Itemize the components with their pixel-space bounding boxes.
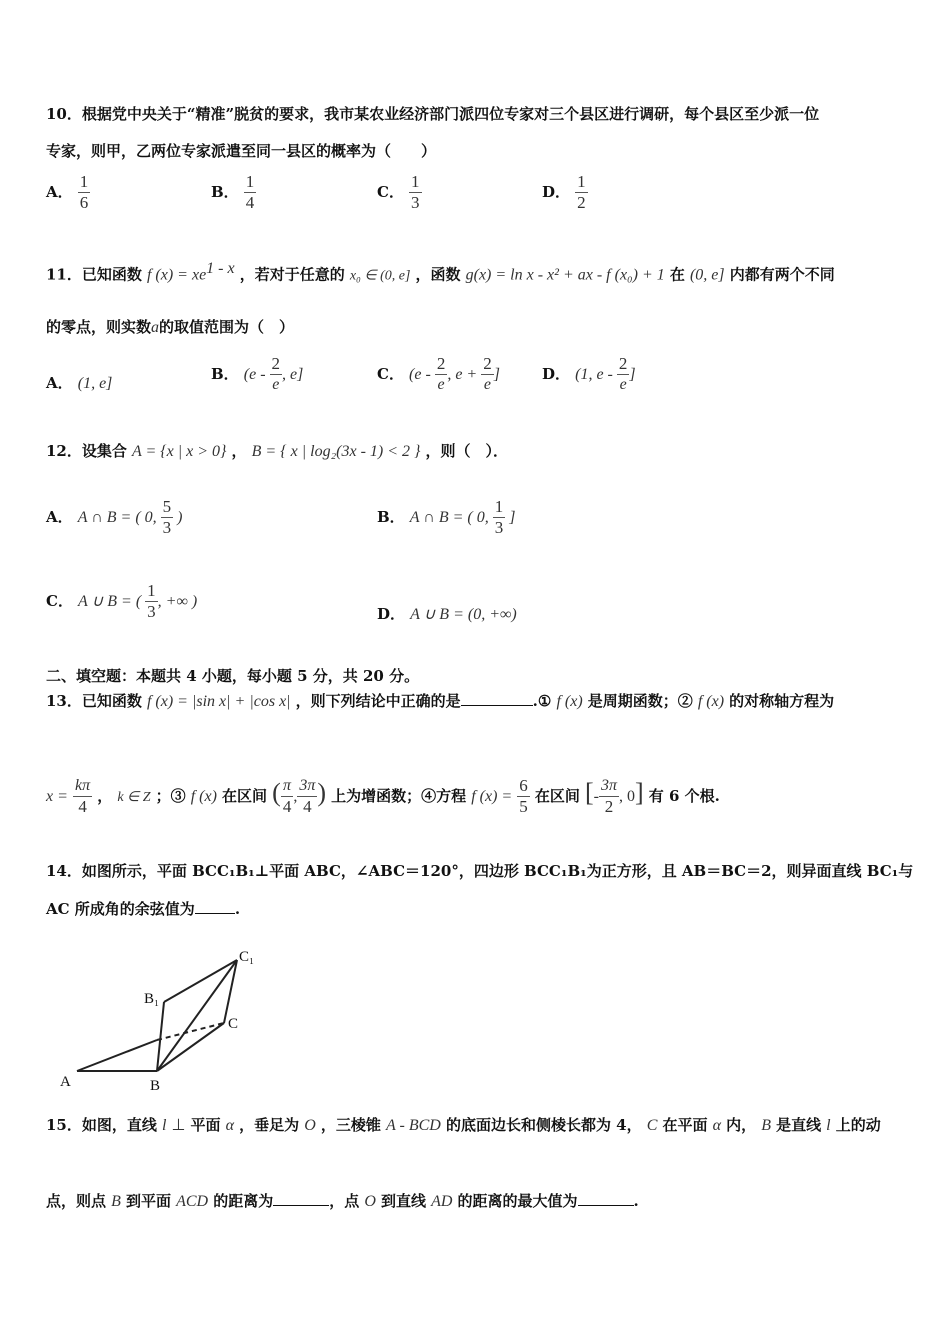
q11-option-d <box>542 354 636 395</box>
fraction <box>270 354 283 395</box>
q15-math: l <box>161 1117 167 1134</box>
denominator: e <box>483 376 492 393</box>
edge-ac-solid <box>77 1040 157 1071</box>
q15-lead: 15．如图，直线 <box>46 1116 157 1134</box>
section-heading: 二、填空题：本题共 4 小题，每小题 5 分，共 20 分。 <box>46 667 420 685</box>
q15-text: ，三棱锥 <box>320 1116 381 1134</box>
denominator: 4 <box>78 797 87 816</box>
q15-text: ，垂足为 <box>239 1116 300 1134</box>
denominator: 4 <box>245 193 255 212</box>
q14-text: AC 所成角的余弦值为 <box>46 900 195 918</box>
q15-text: 平面 <box>190 1116 221 1134</box>
numerator: 1 <box>494 497 504 516</box>
option-label: B． <box>211 183 239 201</box>
q15-text: 点，则点 <box>46 1192 107 1210</box>
q15-text: 在平面 <box>662 1116 708 1134</box>
q11-text: 的取值范围为（ ） <box>159 318 295 336</box>
q11-line2 <box>46 316 294 337</box>
edge-bc <box>157 1023 224 1071</box>
denominator: 2 <box>577 193 586 212</box>
option-label: C． <box>377 365 404 383</box>
q15-text: 到直线 <box>380 1192 426 1210</box>
denominator: 3 <box>411 193 420 212</box>
option-math: A ∪ B = ( <box>78 593 146 610</box>
numerator: 2 <box>618 354 628 373</box>
denominator: e <box>437 376 445 393</box>
answer-blank[interactable] <box>273 1205 329 1206</box>
answer-blank[interactable] <box>461 705 533 706</box>
fraction <box>73 776 92 817</box>
q10-option-a <box>46 172 90 213</box>
q13-text: 的对称轴方程为 <box>729 692 835 710</box>
q11-text: ，若对于任意的 <box>239 265 345 284</box>
q15-line1 <box>46 1114 881 1135</box>
option-label: D． <box>542 183 571 201</box>
option-math: , +∞ ) <box>157 593 198 610</box>
q12-lead: 12．设集合 <box>46 442 127 460</box>
q13-line2: x = $\frac{k\pi}{4}$ ， k ∈ Z ；③ f (x) 在区间 ( $\frac{\pi}{4}$ , $\frac{3\pi}{4}$ ) 上为增函数；④方程 f (x) = $\frac{6}{5}$ 在区间 [- $\frac{3\pi}{2}$ , 0] 有 6 个根. <box>46 776 720 816</box>
q11-exponent: 1 - x <box>206 260 235 277</box>
denominator: 3 <box>147 602 156 621</box>
fraction <box>493 497 506 538</box>
numerator: 1 <box>147 581 156 600</box>
q11-x0: x₀ ∈ (0, e] <box>349 268 411 284</box>
label-b1: B₁ <box>144 991 160 1007</box>
q15-text: 内， <box>726 1116 757 1134</box>
q15-text: 上的动 <box>835 1116 881 1134</box>
q12-option-b <box>377 497 515 538</box>
q13-function: f (x) <box>556 693 583 710</box>
q12-set-b: B = { x | log₂(3x - 1) < 2 } <box>251 443 421 460</box>
fraction <box>435 354 448 395</box>
fraction <box>297 776 317 817</box>
q15-text: . <box>633 1192 639 1210</box>
q13-lead: 13．已知函数 <box>46 692 142 710</box>
numerator: kπ <box>73 776 92 797</box>
q15-text: 的底面边长和侧棱长都为 4， <box>445 1116 642 1134</box>
q13-text: 上为增函数；④方程 <box>331 787 467 805</box>
q15-text: ，点 <box>329 1192 360 1210</box>
label-a: A <box>60 1074 71 1090</box>
fraction <box>78 172 91 213</box>
option-label: B． <box>211 365 239 383</box>
q11-lead: 11．已知函数 <box>46 265 142 284</box>
q10-option-c <box>377 172 422 213</box>
q11-interval: (0, e] <box>689 266 725 284</box>
q13-function: f (x) <box>190 788 217 805</box>
fraction <box>599 776 619 817</box>
q15-math: C <box>646 1117 658 1134</box>
q12-line1 <box>46 440 508 461</box>
q12-option-d <box>377 603 517 624</box>
q14-line1: 14．如图所示，平面 BCC₁B₁⊥平面 ABC，∠ABC＝120°，四边形 BCC₁B₁为正方形，且 AB＝BC＝2，则异面直线 BC₁与 <box>46 862 914 880</box>
q15-text: 的距离的最大值为 <box>457 1192 578 1210</box>
option-math: A ∩ B = ( 0, <box>77 509 161 526</box>
q15-math: ⊥ <box>171 1117 186 1134</box>
fraction <box>161 497 174 538</box>
option-math: ] <box>493 366 500 383</box>
q13-math: k ∈ Z <box>117 790 151 805</box>
q15-text: 是直线 <box>776 1116 822 1134</box>
q12-set-a: A = {x | x > 0} <box>131 443 227 460</box>
q11-var-a: a <box>151 319 160 336</box>
q11-text: ，函数 <box>415 265 461 284</box>
q11-text: 内都有两个不同 <box>729 265 835 284</box>
numerator: 1 <box>577 172 586 191</box>
option-math: A ∪ B = (0, +∞) <box>410 606 517 623</box>
q13-text: ，则下列结论中正确的是 <box>295 692 461 710</box>
q15-line2 <box>46 1190 639 1211</box>
numerator: 6 <box>519 776 528 795</box>
q15-math: α <box>225 1117 235 1134</box>
q10-option-d <box>542 172 588 213</box>
option-math: ) <box>173 509 183 526</box>
fraction <box>517 776 530 817</box>
q15-text: 到平面 <box>125 1192 171 1210</box>
label-c: C <box>228 1016 239 1032</box>
edge-b1c1 <box>164 960 237 1002</box>
option-math: (1, e] <box>77 375 113 392</box>
fraction <box>481 354 494 395</box>
option-label: C． <box>46 592 73 610</box>
numerator: π <box>281 776 294 797</box>
q14-line2 <box>46 898 240 919</box>
q13-function: f (x) = |sin x| + |cos x| <box>146 693 291 710</box>
label-b: B <box>150 1078 161 1094</box>
label-c1: C₁ <box>239 949 255 965</box>
q11-function: f (x) = xe <box>146 266 207 284</box>
fraction <box>281 776 294 817</box>
option-label: B． <box>377 508 405 526</box>
q15-math: B <box>761 1117 771 1134</box>
option-label: C． <box>377 183 404 201</box>
q13-text: 是周期函数；② <box>587 692 693 710</box>
option-label: D． <box>542 365 571 383</box>
numerator: 2 <box>271 354 281 373</box>
option-math: ] <box>505 509 516 526</box>
q15-math: α <box>712 1117 721 1134</box>
fraction <box>617 354 630 395</box>
option-label: A． <box>46 374 73 392</box>
answer-blank[interactable] <box>578 1205 634 1206</box>
numerator: 1 <box>411 172 420 191</box>
fraction <box>145 581 158 622</box>
q11-option-c <box>377 354 500 395</box>
option-math: (e - <box>243 366 270 383</box>
q15-math: O <box>364 1193 376 1210</box>
q10-line2: 专家，则甲，乙两位专家派遣至同一县区的概率为（ ） <box>46 142 437 160</box>
q15-math: ACD <box>176 1193 209 1210</box>
q10-option-b <box>211 172 256 213</box>
denominator: 4 <box>282 797 292 816</box>
numerator: 2 <box>436 354 446 373</box>
q13-text: ；③ <box>155 787 186 805</box>
q12-text: ， <box>231 442 247 460</box>
q13-text: 在区间 <box>222 787 268 805</box>
q13-function: f (x) = <box>471 788 513 805</box>
denominator: 3 <box>494 518 504 537</box>
denominator: 6 <box>79 193 89 212</box>
fraction <box>409 172 422 213</box>
q14-text: . <box>234 900 241 918</box>
q12-text: ，则（ ）． <box>425 442 509 460</box>
denominator: 5 <box>519 797 528 816</box>
option-math: , e + <box>447 366 482 383</box>
answer-blank[interactable] <box>195 913 235 914</box>
q13-text: 有 6 个根. <box>648 787 720 805</box>
option-math: , e] <box>282 366 304 383</box>
fraction <box>575 172 588 213</box>
q11-text: 在 <box>669 265 685 284</box>
q11-line1 <box>46 260 835 284</box>
q13-text: .① <box>532 692 552 710</box>
q11-option-b <box>211 354 303 395</box>
q15-math: l <box>826 1117 831 1134</box>
numerator: 1 <box>79 172 89 191</box>
q15-math: AD <box>431 1193 453 1210</box>
numerator: 2 <box>483 354 492 373</box>
q11-g-function: g(x) = ln x - x² + ax - f (x₀) + 1 <box>465 266 665 284</box>
q13-math: x = <box>46 788 68 805</box>
denominator: 4 <box>303 797 312 816</box>
option-label: D． <box>377 605 406 623</box>
q13-function: f (x) <box>697 693 725 710</box>
q15-math: A - BCD <box>386 1117 441 1134</box>
q10-line1: 10．根据党中央关于“精准”脱贫的要求，我市某农业经济部门派四位专家对三个县区进行调研，每个县区至少派一位 <box>46 105 820 123</box>
q13-text: 在区间 <box>534 787 580 805</box>
geometry-figure <box>50 940 270 1100</box>
option-label: A． <box>46 183 73 201</box>
q15-math: B <box>111 1193 121 1210</box>
q11-option-a <box>46 372 112 393</box>
option-label: A． <box>46 508 73 526</box>
option-math: (e - <box>409 366 435 383</box>
q13-text: ， <box>97 787 113 805</box>
denominator: e <box>619 376 627 393</box>
option-math: (1, e - <box>575 366 617 383</box>
denominator: e <box>272 376 280 393</box>
option-math: A ∩ B = ( 0, <box>409 509 493 526</box>
option-math: ] <box>629 366 636 383</box>
q11-text: 的零点，则实数 <box>46 318 152 336</box>
numerator: 5 <box>162 497 172 516</box>
numerator: 1 <box>245 172 255 191</box>
q12-option-c <box>46 581 197 622</box>
edge-bb1 <box>157 1002 164 1071</box>
q15-math: O <box>304 1117 316 1134</box>
denominator: 2 <box>604 797 614 816</box>
q13-line1 <box>46 690 834 711</box>
numerator: 3π <box>599 776 619 797</box>
q12-option-a <box>46 497 183 538</box>
numerator: 3π <box>297 776 317 797</box>
fraction <box>244 172 257 213</box>
denominator: 3 <box>162 518 172 537</box>
q15-text: 的距离为 <box>213 1192 274 1210</box>
q13-math: , 0 <box>619 788 636 805</box>
